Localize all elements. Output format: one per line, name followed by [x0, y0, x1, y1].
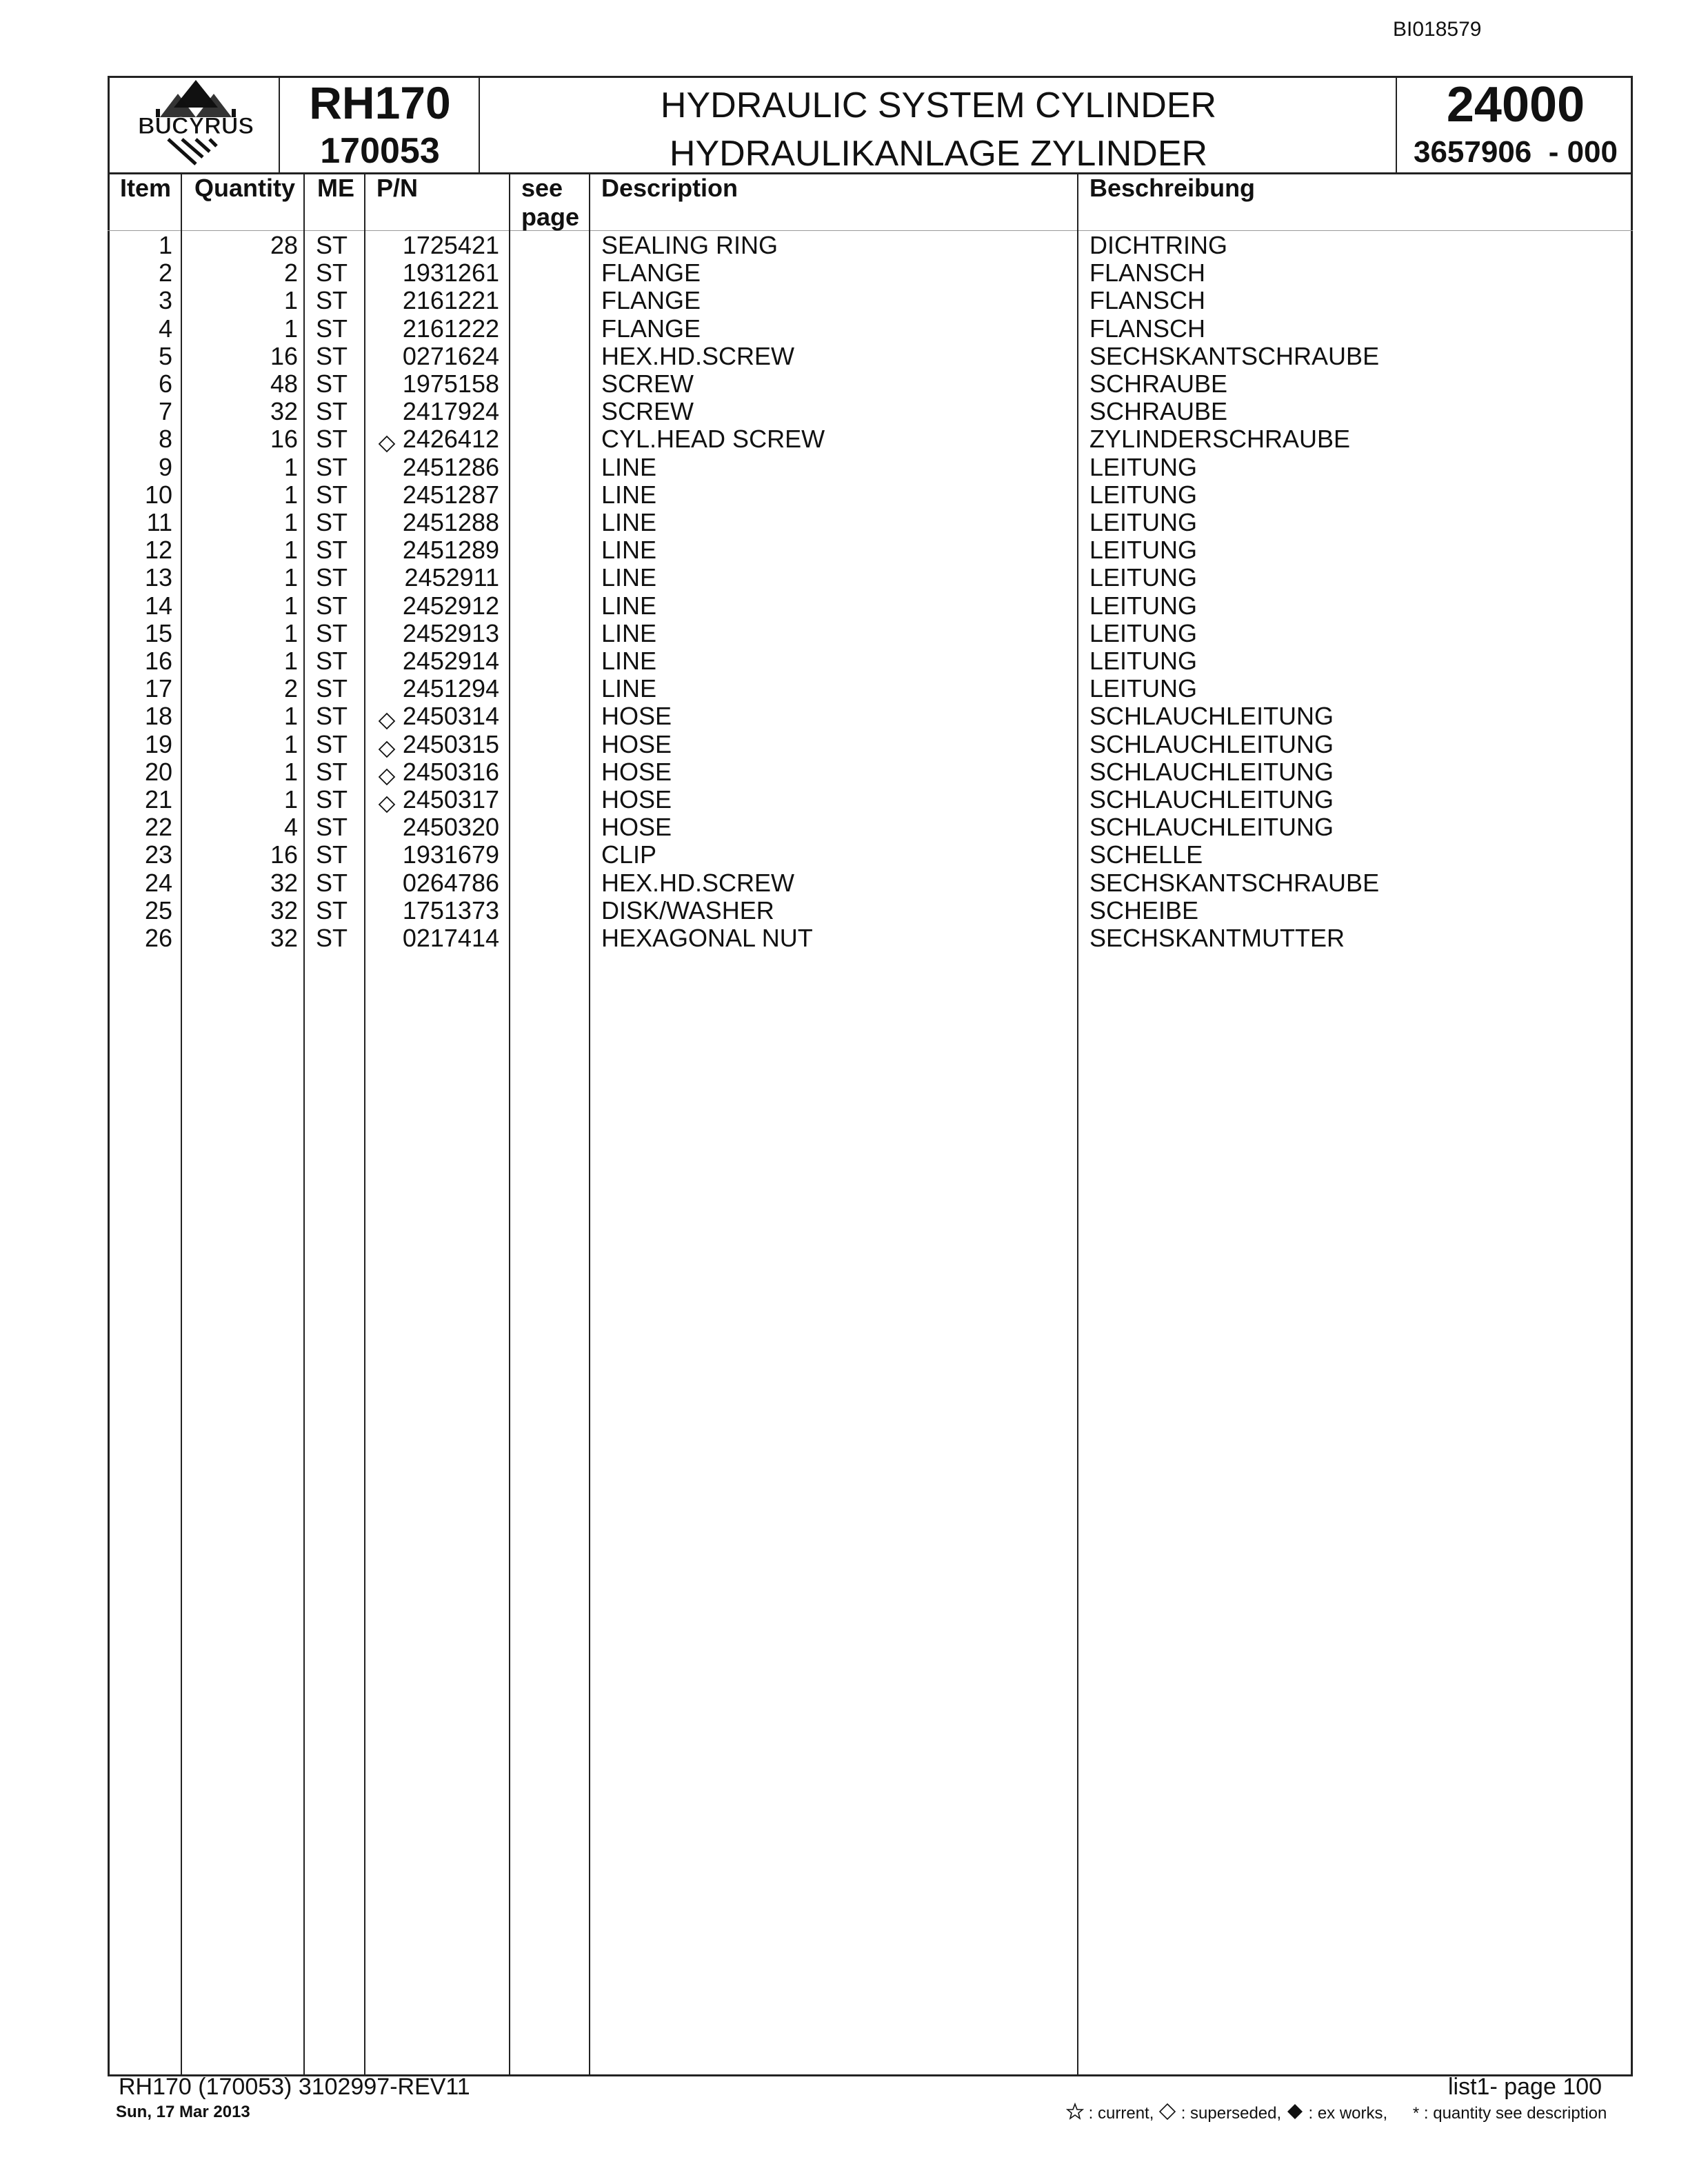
me-cell: ST — [316, 840, 348, 869]
description-cell: HOSE — [601, 702, 672, 731]
quantity-cell: 4 — [283, 813, 298, 842]
quantity-cell: 48 — [270, 370, 298, 398]
item-cell: 4 — [158, 314, 172, 343]
me-cell: ST — [316, 314, 348, 343]
pn-cell: 2426412 — [402, 425, 499, 454]
quantity-cell: 1 — [283, 480, 298, 509]
quantity-cell: 1 — [283, 647, 298, 675]
description-cell: HEXAGONAL NUT — [601, 924, 813, 952]
item-cell: 3 — [158, 286, 172, 315]
pn-cell: 2450317 — [402, 785, 499, 813]
pn-cell: 2452911 — [404, 563, 499, 592]
beschreibung-cell: SECHSKANTSCHRAUBE — [1089, 341, 1380, 370]
pn-cell: 2451294 — [402, 674, 499, 703]
table-row — [0, 232, 1688, 259]
beschreibung-cell: SCHLAUCHLEITUNG — [1089, 785, 1334, 813]
beschreibung-cell: LEITUNG — [1089, 480, 1198, 509]
assembly-part-number: 3657906 - 000 — [1413, 135, 1618, 169]
me-cell: ST — [316, 508, 348, 536]
diamond-outline-icon — [1158, 2103, 1176, 2121]
description-cell: LINE — [601, 452, 657, 481]
col-header-pn: P/N — [376, 174, 419, 202]
item-cell: 15 — [144, 618, 172, 647]
quantity-cell: 28 — [270, 231, 298, 259]
legend-current: : current, — [1088, 2104, 1154, 2123]
item-cell: 20 — [144, 757, 172, 786]
serial-number: 170053 — [320, 131, 440, 171]
item-cell: 18 — [144, 702, 172, 731]
item-cell: 10 — [144, 480, 172, 509]
pn-cell: 2450320 — [402, 813, 499, 842]
diamond-filled-icon — [1286, 2103, 1304, 2121]
table-row — [0, 454, 1688, 481]
beschreibung-cell: LEITUNG — [1089, 508, 1198, 536]
header-divider-logo — [279, 76, 280, 174]
me-cell: ST — [316, 813, 348, 842]
beschreibung-cell: SCHRAUBE — [1089, 397, 1228, 426]
beschreibung-cell: DICHTRING — [1089, 231, 1227, 259]
description-cell: DISK/WASHER — [601, 896, 774, 924]
description-cell: LINE — [601, 536, 657, 565]
item-cell: 13 — [144, 563, 172, 592]
pn-cell: 0271624 — [402, 341, 499, 370]
pn-cell: 2450315 — [402, 729, 499, 758]
col-header-page: page — [521, 203, 580, 231]
pn-cell: 2451287 — [402, 480, 499, 509]
quantity-cell: 1 — [283, 757, 298, 786]
me-cell: ST — [316, 563, 348, 592]
item-cell: 17 — [144, 674, 172, 703]
pn-cell: 2450314 — [402, 702, 499, 731]
pn-cell: 0217414 — [402, 924, 499, 952]
table-row — [0, 758, 1688, 786]
quantity-cell: 32 — [270, 868, 298, 897]
table-row — [0, 564, 1688, 592]
description-cell: SCREW — [601, 370, 694, 398]
item-cell: 7 — [158, 397, 172, 426]
quantity-cell: 32 — [270, 397, 298, 426]
description-cell: LINE — [601, 508, 657, 536]
quantity-cell: 1 — [283, 702, 298, 731]
table-row — [0, 702, 1688, 730]
quantity-cell: 1 — [283, 591, 298, 620]
col-header-see-page — [521, 174, 579, 232]
beschreibung-cell: SCHLAUCHLEITUNG — [1089, 757, 1334, 786]
col-header-me: ME — [317, 174, 354, 202]
description-cell: LINE — [601, 480, 657, 509]
table-row — [0, 425, 1688, 453]
table-row — [0, 287, 1688, 314]
footer-date: Sun, 17 Mar 2013 — [116, 2103, 250, 2121]
table-row — [0, 731, 1688, 758]
description-cell: LINE — [601, 618, 657, 647]
pn-cell: 1751373 — [402, 896, 499, 924]
item-cell: 1 — [158, 231, 172, 259]
me-cell: ST — [316, 397, 348, 426]
quantity-cell: 16 — [270, 425, 298, 454]
quantity-cell: 1 — [283, 508, 298, 536]
description-cell: LINE — [601, 647, 657, 675]
table-row — [0, 869, 1688, 897]
item-cell: 26 — [144, 924, 172, 952]
pn-cell: 2451289 — [402, 536, 499, 565]
pn-cell: 2417924 — [402, 397, 499, 426]
table-row — [0, 259, 1688, 287]
pn-cell: 0264786 — [402, 868, 499, 897]
beschreibung-cell: SCHEIBE — [1089, 896, 1199, 924]
quantity-cell: 16 — [270, 341, 298, 370]
table-row — [0, 786, 1688, 813]
me-cell: ST — [316, 480, 348, 509]
description-cell: LINE — [601, 563, 657, 592]
item-cell: 22 — [144, 813, 172, 842]
footer-page: list1- page 100 — [1448, 2074, 1602, 2100]
item-cell: 19 — [144, 729, 172, 758]
item-cell: 14 — [144, 591, 172, 620]
model-name: RH170 — [309, 77, 451, 128]
beschreibung-cell: SCHRAUBE — [1089, 370, 1228, 398]
table-row — [0, 481, 1688, 509]
pn-cell: 2161221 — [402, 286, 499, 315]
table-row — [0, 343, 1688, 370]
beschreibung-cell: LEITUNG — [1089, 618, 1198, 647]
item-cell: 16 — [144, 647, 172, 675]
description-cell: HOSE — [601, 813, 672, 842]
quantity-cell: 1 — [283, 452, 298, 481]
beschreibung-cell: SCHLAUCHLEITUNG — [1089, 702, 1334, 731]
table-row — [0, 592, 1688, 620]
pn-cell: 2451286 — [402, 452, 499, 481]
group-block — [1400, 77, 1631, 172]
description-cell: HEX.HD.SCREW — [601, 341, 795, 370]
beschreibung-cell: LEITUNG — [1089, 647, 1198, 675]
description-cell: FLANGE — [601, 259, 701, 287]
legend-quantity: * : quantity see description — [1412, 2104, 1607, 2123]
table-row — [0, 841, 1688, 869]
legend-ex-works: : ex works, — [1308, 2104, 1388, 2123]
quantity-cell: 1 — [283, 314, 298, 343]
quantity-cell: 32 — [270, 924, 298, 952]
model-block — [281, 77, 479, 174]
col-header-see: see — [521, 174, 563, 202]
legend-superseded: : superseded, — [1180, 2104, 1282, 2123]
item-cell: 6 — [158, 370, 172, 398]
symbol-legend — [1066, 2103, 1607, 2123]
me-cell: ST — [316, 896, 348, 924]
pn-cell: 1725421 — [402, 231, 499, 259]
group-number: 24000 — [1446, 77, 1585, 132]
svg-text:BUCYRUS: BUCYRUS — [137, 113, 254, 139]
table-row — [0, 924, 1688, 952]
pn-cell: 1931261 — [402, 259, 499, 287]
me-cell: ST — [316, 868, 348, 897]
document-id: BI018579 — [1393, 18, 1482, 41]
me-cell: ST — [316, 370, 348, 398]
pn-cell: 2451288 — [402, 508, 499, 536]
me-cell: ST — [316, 618, 348, 647]
col-header-item: Item — [120, 174, 172, 202]
description-cell: FLANGE — [601, 286, 701, 315]
beschreibung-cell: SECHSKANTSCHRAUBE — [1089, 868, 1380, 897]
quantity-cell: 2 — [283, 674, 298, 703]
description-cell: HOSE — [601, 785, 672, 813]
description-cell: LINE — [601, 674, 657, 703]
star-outline-icon — [1066, 2103, 1084, 2121]
quantity-cell: 1 — [283, 785, 298, 813]
item-cell: 24 — [144, 868, 172, 897]
pn-cell: 2161222 — [402, 314, 499, 343]
description-cell: HOSE — [601, 757, 672, 786]
me-cell: ST — [316, 591, 348, 620]
item-cell: 9 — [158, 452, 172, 481]
table-row — [0, 813, 1688, 841]
beschreibung-cell: SECHSKANTMUTTER — [1089, 924, 1345, 952]
me-cell: ST — [316, 674, 348, 703]
me-cell: ST — [316, 536, 348, 565]
pn-cell: 2450316 — [402, 757, 499, 786]
title-english: HYDRAULIC SYSTEM CYLINDER — [660, 85, 1217, 125]
quantity-cell: 2 — [283, 259, 298, 287]
description-cell: CLIP — [601, 840, 657, 869]
me-cell: ST — [316, 452, 348, 481]
beschreibung-cell: LEITUNG — [1089, 674, 1198, 703]
me-cell: ST — [316, 341, 348, 370]
item-cell: 8 — [158, 425, 172, 454]
me-cell: ST — [316, 702, 348, 731]
me-cell: ST — [316, 647, 348, 675]
me-cell: ST — [316, 425, 348, 454]
footer-doc-ref: RH170 (170053) 3102997-REV11 — [119, 2074, 470, 2100]
table-row — [0, 509, 1688, 536]
me-cell: ST — [316, 785, 348, 813]
quantity-cell: 1 — [283, 618, 298, 647]
pn-cell: 2452913 — [402, 618, 499, 647]
col-header-beschreibung: Beschreibung — [1089, 174, 1256, 202]
col-header-description: Description — [601, 174, 738, 202]
pn-cell: 1931679 — [402, 840, 499, 869]
quantity-cell: 1 — [283, 563, 298, 592]
beschreibung-cell: FLANSCH — [1089, 314, 1206, 343]
me-cell: ST — [316, 757, 348, 786]
beschreibung-cell: SCHLAUCHLEITUNG — [1089, 813, 1334, 842]
description-cell: LINE — [601, 591, 657, 620]
me-cell: ST — [316, 729, 348, 758]
description-cell: SEALING RING — [601, 231, 778, 259]
description-cell: CYL.HEAD SCREW — [601, 425, 825, 454]
description-cell: FLANGE — [601, 314, 701, 343]
me-cell: ST — [316, 286, 348, 315]
beschreibung-cell: ZYLINDERSCHRAUBE — [1089, 425, 1351, 454]
beschreibung-cell: FLANSCH — [1089, 286, 1206, 315]
pn-cell: 2452912 — [402, 591, 499, 620]
quantity-cell: 1 — [283, 729, 298, 758]
col-header-quantity: Quantity — [194, 174, 296, 202]
item-cell: 23 — [144, 840, 172, 869]
description-cell: HOSE — [601, 729, 672, 758]
description-cell: SCREW — [601, 397, 694, 426]
beschreibung-cell: SCHLAUCHLEITUNG — [1089, 729, 1334, 758]
item-cell: 5 — [158, 341, 172, 370]
quantity-cell: 1 — [283, 286, 298, 315]
beschreibung-cell: LEITUNG — [1089, 591, 1198, 620]
me-cell: ST — [316, 231, 348, 259]
beschreibung-cell: LEITUNG — [1089, 563, 1198, 592]
item-cell: 12 — [144, 536, 172, 565]
table-row — [0, 398, 1688, 425]
me-cell: ST — [316, 259, 348, 287]
beschreibung-cell: SCHELLE — [1089, 840, 1203, 869]
me-cell: ST — [316, 924, 348, 952]
item-cell: 2 — [158, 259, 172, 287]
item-cell: 11 — [146, 508, 172, 536]
beschreibung-cell: LEITUNG — [1089, 536, 1198, 565]
bucyrus-logo — [114, 79, 277, 172]
table-row — [0, 675, 1688, 702]
table-row — [0, 536, 1688, 564]
table-row — [0, 897, 1688, 924]
beschreibung-cell: FLANSCH — [1089, 259, 1206, 287]
table-row — [0, 620, 1688, 647]
header-divider-group — [1396, 76, 1397, 174]
pn-cell: 2452914 — [402, 647, 499, 675]
header-divider-model — [479, 76, 480, 174]
quantity-cell: 16 — [270, 840, 298, 869]
pn-cell: 1975158 — [402, 370, 499, 398]
quantity-cell: 1 — [283, 536, 298, 565]
title-german: HYDRAULIKANLAGE ZYLINDER — [669, 134, 1208, 174]
beschreibung-cell: LEITUNG — [1089, 452, 1198, 481]
table-row — [0, 370, 1688, 398]
assembly-titles — [483, 81, 1394, 178]
table-row — [0, 647, 1688, 675]
item-cell: 25 — [144, 896, 172, 924]
quantity-cell: 32 — [270, 896, 298, 924]
description-cell: HEX.HD.SCREW — [601, 868, 795, 897]
item-cell: 21 — [144, 785, 172, 813]
table-row — [0, 315, 1688, 343]
